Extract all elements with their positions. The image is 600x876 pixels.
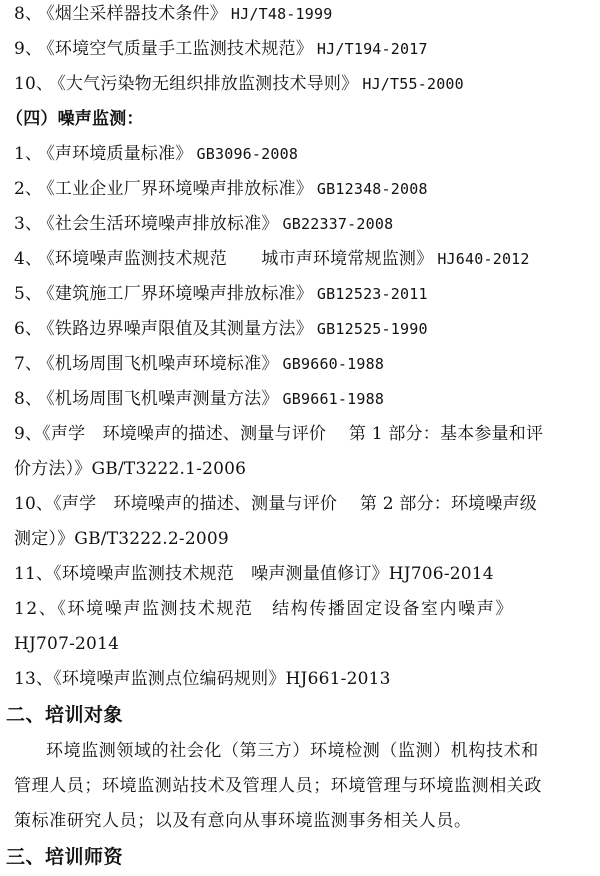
item-code: HJ/T55-2000 — [362, 75, 464, 93]
item-number: 5、 — [14, 284, 43, 304]
list-item — [14, 248, 590, 270]
item-number: 8、 — [14, 4, 43, 24]
list-item-line: 10、《声学 环境噪声的描述、测量与评价 第 2 部分：环境噪声级 — [14, 494, 537, 514]
paragraph-line: 管理人员；环境监测站技术及管理人员；环境管理与环境监测相关政 — [14, 776, 542, 796]
list-item — [14, 388, 590, 410]
list-item-line: 9、《声学 环境噪声的描述、测量与评价 第 1 部分：基本参量和评 — [14, 424, 544, 444]
item-number: 1、 — [14, 144, 43, 164]
item-code: GB3096-2008 — [196, 145, 299, 163]
list-item — [14, 38, 590, 60]
item-number: 7、 — [14, 354, 43, 374]
item-code: GB9661-1988 — [282, 390, 385, 408]
list-item-line: 价方法）》GB/T3222.1-2006 — [14, 459, 247, 479]
item-code: HJ/T48-1999 — [230, 5, 333, 23]
item-code: GB12348-2008 — [316, 180, 428, 198]
list-item — [14, 143, 590, 165]
item-number: 10、 — [14, 74, 54, 94]
paragraph-line: 环境监测领域的社会化（第三方）环境检测（监测）机构技术和 — [46, 741, 539, 761]
list-item — [14, 3, 590, 25]
item-code: HJ/T194-2017 — [316, 40, 428, 58]
item-code: GB9660-1988 — [282, 355, 385, 373]
item-code: GB22337-2008 — [282, 215, 394, 233]
noise-section-heading: （四）噪声监测： — [6, 109, 144, 129]
item-title: 《环境噪声监测技术规范 城市声环境常规监测》 — [46, 249, 434, 269]
item-title: 《烟尘采样器技术条件》 — [46, 4, 227, 24]
item-title: 《社会生活环境噪声排放标准》 — [46, 214, 279, 234]
item-title: 《环境空气质量手工监测技术规范》 — [46, 39, 313, 59]
item-number: 3、 — [14, 214, 43, 234]
training-faculty-heading: 三、培训师资 — [6, 846, 124, 868]
list-item-line: 12、《环境噪声监测技术规范 结构传播固定设备室内噪声》 — [14, 599, 514, 619]
list-item — [14, 283, 590, 305]
item-title: 《大气污染物无组织排放监测技术导则》 — [57, 74, 359, 94]
item-title: 《机场周围飞机噪声环境标准》 — [46, 354, 279, 374]
item-code: GB12523-2011 — [316, 285, 428, 303]
list-item — [14, 213, 590, 235]
item-number: 8、 — [14, 389, 43, 409]
item-title: 《建筑施工厂界环境噪声排放标准》 — [46, 284, 313, 304]
item-title: 《机场周围飞机噪声测量方法》 — [46, 389, 279, 409]
list-item-line: HJ707-2014 — [14, 634, 120, 654]
item-number: 9、 — [14, 39, 43, 59]
training-targets-heading: 二、培训对象 — [6, 704, 124, 726]
list-item-line: 11、《环境噪声监测技术规范 噪声测量值修订》HJ706-2014 — [14, 564, 494, 584]
item-number: 4、 — [14, 249, 43, 269]
item-number: 6、 — [14, 319, 43, 339]
list-item — [14, 178, 590, 200]
item-number: 2、 — [14, 179, 43, 199]
list-item — [14, 353, 590, 375]
list-item-line: 13、《环境噪声监测点位编码规则》HJ661-2013 — [14, 669, 391, 689]
item-code: GB12525-1990 — [316, 320, 428, 338]
item-title: 《声环境质量标准》 — [46, 144, 193, 164]
list-item — [14, 318, 590, 340]
item-title: 《铁路边界噪声限值及其测量方法》 — [46, 319, 313, 339]
item-title: 《工业企业厂界环境噪声排放标准》 — [46, 179, 313, 199]
item-code: HJ640-2012 — [437, 250, 530, 268]
paragraph-line: 策标准研究人员；以及有意向从事环境监测事务相关人员。 — [14, 811, 472, 831]
list-item — [14, 73, 590, 95]
list-item-line: 测定）》GB/T3222.2-2009 — [14, 529, 229, 549]
